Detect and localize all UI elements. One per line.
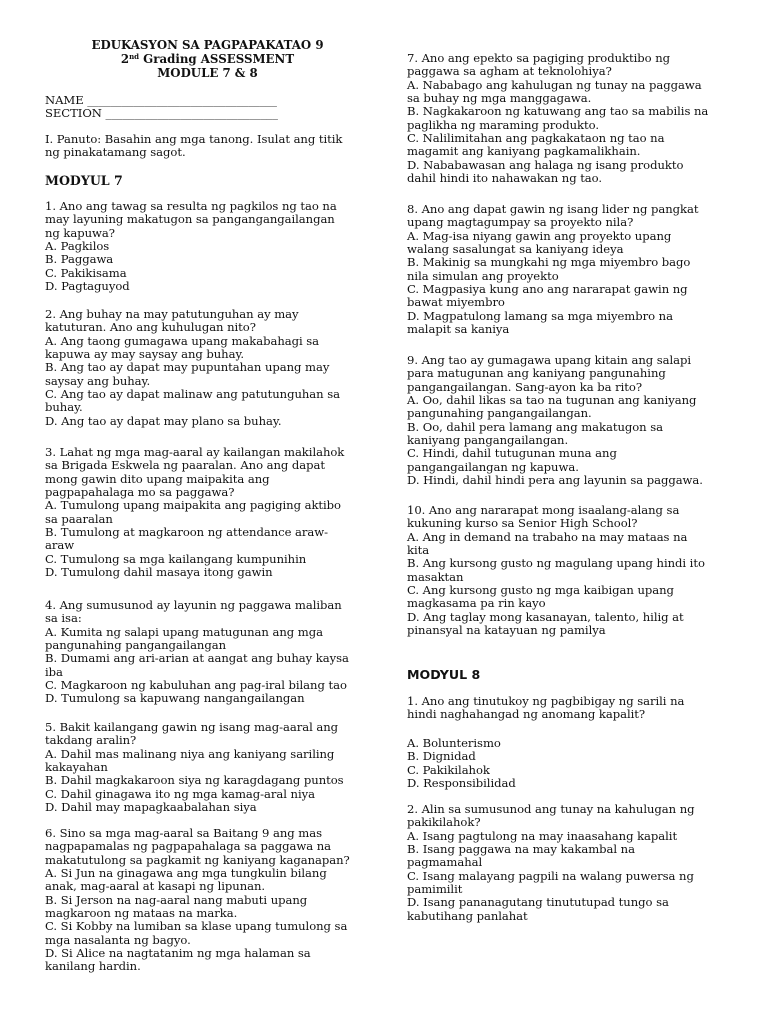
- question-line: pinansyal na katayuan ng pamilya: [407, 623, 606, 638]
- modyul-8-question-2: [407, 803, 695, 923]
- question-line: dahil hindi ito nahawakan ng tao.: [407, 171, 603, 186]
- question-9: [407, 354, 703, 487]
- question-line: mong gawin dito upang maipakita ang: [45, 471, 270, 486]
- question-line: kita: [407, 543, 430, 558]
- question-line: bawat miyembro: [407, 295, 505, 310]
- question-line: B. Dahil magkakaroon siya ng karagdagang puntos: [45, 773, 344, 788]
- question-line: B. Dumami ang ari-arian at aangat ang buhay kaysa: [45, 651, 349, 666]
- question-line: katuturan. Ano ang kuhulugan nito?: [45, 320, 256, 335]
- question-line: A. Bolunterismo: [407, 736, 501, 750]
- question-10: [407, 504, 705, 637]
- question-line: upang magtagumpay sa proyekto nila?: [407, 215, 634, 230]
- question-line: A. Isang pagtulong na may inaasahang kapalit: [407, 828, 678, 843]
- question-line: A. Oo, dahil likas sa tao na tugunan ang kaniyang: [407, 393, 697, 408]
- question-line: B. Ang tao ay dapat may pupuntahan upang may: [45, 360, 330, 375]
- question-line: 2. Ang buhay na may patutunguhan ay may: [45, 307, 299, 321]
- question-line: C. Magpasiya kung ano ang nararapat gawin ng: [407, 282, 688, 297]
- question-line: A. Nababago ang kahulugan ng tunay na paggawa: [407, 77, 702, 92]
- question-line: A. Mag-isa niyang gawin ang proyekto upang: [407, 228, 672, 243]
- question-line: buhay.: [45, 400, 83, 415]
- question-line: paglikha ng maraming produkto.: [407, 117, 599, 132]
- question-line: kaniyang pangangailangan.: [407, 433, 569, 448]
- question-line: A. Kumita ng salapi upang matugunan ang mga: [45, 624, 323, 639]
- question-line: A. Pagkilos: [45, 239, 110, 254]
- question-1: [45, 200, 337, 293]
- question-line: D. Nababawasan ang halaga ng isang produkto: [407, 157, 684, 172]
- question-line: B. Paggawa: [45, 252, 114, 267]
- question-line: B. Ang kursong gusto ng magulang upang hindi ito: [407, 556, 705, 571]
- question-line: B. Tumulong at magkaroon ng attendance araw-: [45, 525, 328, 540]
- question-line: A. Ang taong gumagawa upang makabahagi sa: [45, 333, 320, 348]
- question-line: D. Si Alice na nagtatanim ng mga halaman sa: [45, 946, 311, 961]
- modyul-8-question-1-choices: [407, 737, 516, 790]
- question-line: A. Si Jun na ginagawa ang mga tungkulin bilang: [45, 866, 327, 881]
- question-line: kabutihang panlahat: [407, 908, 528, 923]
- section-field[interactable]: SECTION ______________________________: [45, 106, 278, 121]
- question-4: [45, 599, 349, 706]
- question-line: pangunahing pangangailangan: [45, 638, 226, 653]
- question-line: pagpapahalaga mo sa paggawa?: [45, 485, 235, 500]
- question-line: anak, mag-aaral at kasapi ng lipunan.: [45, 879, 266, 894]
- question-line: B. Makinig sa mungkahi ng mga miyembro bago: [407, 255, 691, 270]
- subject-title: EDUKASYON SA PAGPAPAKATAO 9: [91, 38, 324, 52]
- question-line: takdang aralin?: [45, 733, 137, 748]
- grading-suffix: nd: [129, 52, 140, 62]
- instruction-line: ng pinakatamang sagot.: [45, 145, 186, 160]
- question-line: saysay ang buhay.: [45, 373, 151, 388]
- question-line: 5. Bakit kailangang gawin ng isang mag-aaral ang: [45, 720, 339, 734]
- question-line: C. Isang malayang pagpili na walang puwersa ng: [407, 868, 694, 883]
- question-line: kapuwa ay may saysay ang buhay.: [45, 347, 245, 362]
- question-line: pangangailangan. Sang-ayon ka ba rito?: [407, 379, 643, 394]
- question-line: C. Magkaroon ng kabuluhan ang pag-iral bilang tao: [45, 678, 347, 693]
- question-line: paggawa sa agham at teknolohiya?: [407, 64, 612, 79]
- question-line: pakikilahok?: [407, 815, 481, 830]
- question-line: A. Ang in demand na trabaho na may mataas na: [407, 529, 688, 544]
- question-line: D. Tumulong dahil masaya itong gawin: [45, 565, 273, 580]
- question-line: D. Ang tao ay dapat may plano sa buhay.: [45, 413, 282, 428]
- question-2: [45, 308, 340, 428]
- question-line: makatutulong sa pagkamit ng kaniyang kaganapan?: [45, 852, 350, 867]
- question-line: sa isa:: [45, 611, 82, 626]
- modyul-8-title: MODYUL 8: [407, 667, 481, 682]
- question-line: 6. Sino sa mga mag-aaral sa Baitang 9 ang mas: [45, 826, 322, 840]
- question-line: pangunahing pangangailangan.: [407, 406, 592, 421]
- question-line: nagpapamalas ng pagpapahalaga sa paggawa na: [45, 839, 332, 854]
- module-title: MODULE 7 & 8: [157, 66, 258, 81]
- question-7: [407, 52, 708, 185]
- question-line: D. Hindi, dahil hindi pera ang layunin sa paggawa.: [407, 473, 703, 488]
- question-line: D. Pagtaguyod: [45, 279, 130, 294]
- question-line: D. Isang pananagutang tinututupad tungo sa: [407, 895, 669, 910]
- question-line: C. Tumulong sa mga kailangang kumpunihin: [45, 551, 307, 566]
- question-line: C. Hindi, dahil tutugunan muna ang: [407, 446, 617, 461]
- question-6: [45, 827, 350, 974]
- question-line: kanilang hardin.: [45, 959, 141, 974]
- student-fields: [45, 94, 278, 121]
- question-line: C. Si Kobby na lumiban sa klase upang tumulong sa: [45, 919, 348, 934]
- question-line: D. Responsibilidad: [407, 776, 516, 791]
- question-line: D. Magpatulong lamang sa mga miyembro na: [407, 308, 673, 323]
- question-line: araw: [45, 538, 75, 553]
- question-line: 2. Alin sa sumusunod ang tunay na kahulugan ng: [407, 802, 695, 816]
- question-3: [45, 446, 344, 579]
- question-line: 3. Lahat ng mga mag-aaral ay kailangan makilahok: [45, 445, 345, 459]
- question-line: 8. Ano ang dapat gawin ng isang lider ng pangkat: [407, 202, 699, 216]
- question-5: [45, 721, 344, 814]
- question-line: hindi naghahangad ng anomang kapalit?: [407, 707, 646, 722]
- question-line: 4. Ang sumusunod ay layunin ng paggawa maliban: [45, 598, 342, 612]
- question-line: walang sasalungat sa kaniyang ideya: [407, 242, 624, 257]
- question-line: C. Nalilimitahan ang pagkakataon ng tao na: [407, 131, 665, 146]
- question-line: B. Dignidad: [407, 749, 476, 764]
- question-line: iba: [45, 664, 63, 679]
- question-line: kukuning kurso sa Senior High School?: [407, 516, 638, 531]
- grading-title: [45, 52, 370, 66]
- instructions: [45, 133, 342, 160]
- modyul-7-title: MODYUL 7: [45, 173, 123, 188]
- grading-label: Grading ASSESSMENT: [139, 52, 295, 67]
- question-line: D. Dahil may mapagkaabalahan siya: [45, 800, 257, 815]
- question-line: magamit ang kaniyang pagkamalikhain.: [407, 144, 641, 159]
- question-line: 10. Ano ang nararapat mong isaalang-alang sa: [407, 503, 680, 517]
- question-line: A. Dahil mas malinang niya ang kaniyang sariling: [45, 746, 335, 761]
- grading-number: 2: [120, 52, 130, 67]
- question-line: sa paaralan: [45, 511, 113, 526]
- document-header: [45, 38, 370, 81]
- question-line: C. Ang kursong gusto ng mga kaibigan upang: [407, 583, 674, 598]
- question-line: may layuning makatugon sa pangangangailangan: [45, 212, 335, 227]
- question-line: C. Pakikilahok: [407, 762, 490, 777]
- question-line: 1. Ano ang tinutukoy ng pagbibigay ng sarili na: [407, 694, 685, 708]
- question-line: malapit sa kaniya: [407, 322, 510, 337]
- question-line: B. Oo, dahil pera lamang ang makatugon sa: [407, 419, 663, 434]
- question-line: D. Ang taglay mong kasanayan, talento, hilig at: [407, 609, 684, 624]
- question-line: masaktan: [407, 569, 464, 584]
- question-line: mga nasalanta ng bagyo.: [45, 932, 191, 947]
- question-line: B. Isang paggawa na may kakambal na: [407, 842, 635, 857]
- question-line: 9. Ang tao ay gumagawa upang kitain ang salapi: [407, 353, 692, 367]
- question-8: [407, 203, 699, 336]
- question-line: C. Dahil ginagawa ito ng mga kamag-aral niya: [45, 786, 315, 801]
- question-line: nila simulan ang proyekto: [407, 268, 559, 283]
- question-line: D. Tumulong sa kapuwang nangangailangan: [45, 691, 305, 706]
- question-line: 1. Ano ang tawag sa resulta ng pagkilos ng tao na: [45, 199, 337, 213]
- question-line: magkaroon ng mataas na marka.: [45, 906, 238, 921]
- question-line: pangangailangan ng kapuwa.: [407, 459, 579, 474]
- question-line: kakayahan: [45, 760, 108, 775]
- question-line: sa Brigada Eskwela ng paaralan. Ano ang dapat: [45, 458, 325, 473]
- question-line: sa buhay ng mga manggagawa.: [407, 91, 592, 106]
- question-line: A. Tumulong upang maipakita ang pagiging aktibo: [45, 498, 341, 513]
- question-line: B. Nagkakaroon ng katuwang ang tao sa mabilis na: [407, 104, 709, 119]
- question-line: C. Pakikisama: [45, 265, 127, 280]
- name-field[interactable]: NAME _________________________________: [45, 93, 277, 107]
- question-line: C. Ang tao ay dapat malinaw ang patutunguhan sa: [45, 387, 340, 402]
- modyul-8-question-1-stem: [407, 695, 684, 722]
- question-line: B. Si Jerson na nag-aaral nang mabuti upang: [45, 892, 308, 907]
- question-line: pagmamahal: [407, 855, 483, 870]
- question-line: para matugunan ang kaniyang pangunahing: [407, 366, 666, 381]
- question-line: 7. Ano ang epekto sa pagiging produktibo ng: [407, 51, 670, 65]
- question-line: magkasama pa rin kayo: [407, 596, 546, 611]
- question-line: ng kapuwa?: [45, 225, 115, 240]
- question-line: pamimilit: [407, 882, 463, 897]
- instruction-line: I. Panuto: Basahin ang mga tanong. Isulat ang titik: [45, 132, 343, 146]
